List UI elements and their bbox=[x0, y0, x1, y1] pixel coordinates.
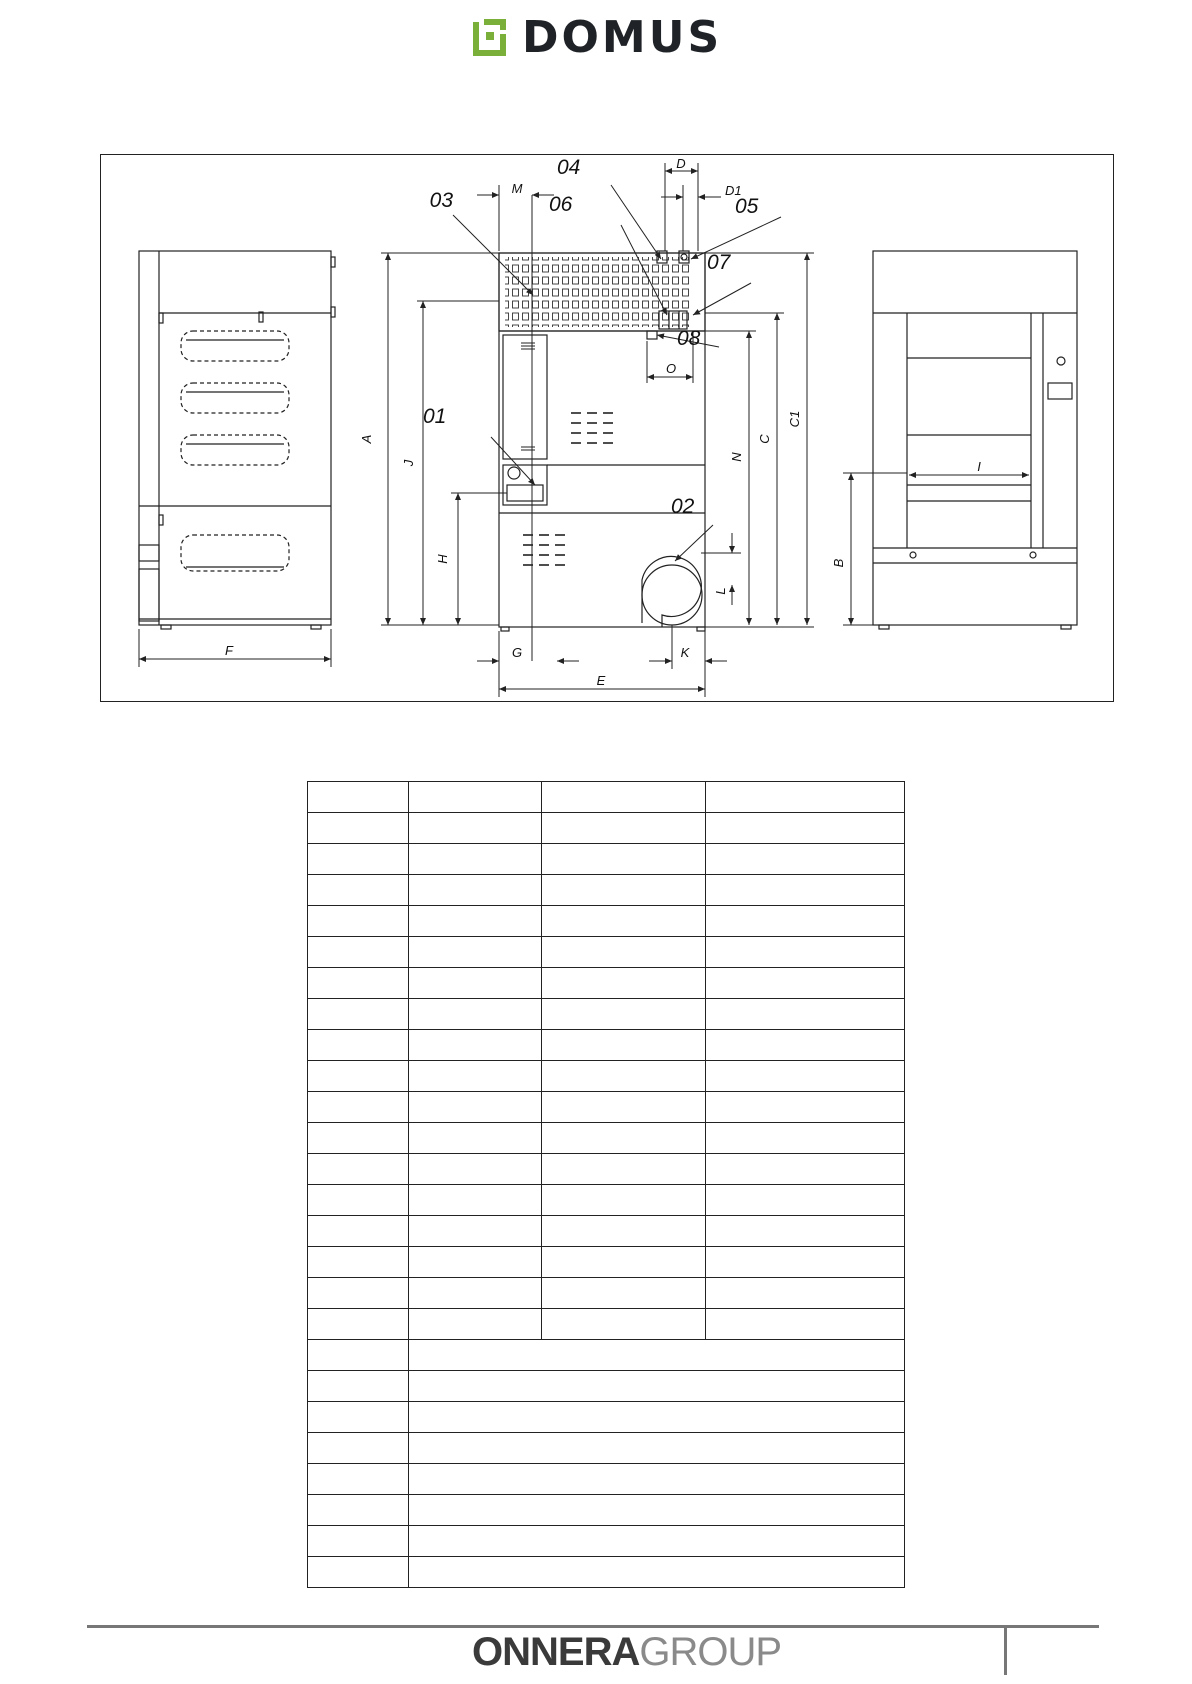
dim-label-l: L bbox=[713, 587, 728, 595]
table-cell bbox=[706, 937, 905, 968]
table-cell bbox=[308, 937, 409, 968]
table-cell bbox=[409, 782, 542, 813]
dim-label-c: C bbox=[757, 434, 772, 444]
table-cell bbox=[308, 1247, 409, 1278]
table-cell bbox=[308, 813, 409, 844]
part-label-03: 03 bbox=[429, 189, 453, 212]
dim-label-j: J bbox=[401, 459, 416, 467]
table-cell bbox=[706, 1061, 905, 1092]
table-cell bbox=[542, 1030, 706, 1061]
table-cell bbox=[409, 937, 542, 968]
table-row bbox=[308, 1216, 905, 1247]
table-row bbox=[308, 1185, 905, 1216]
dim-label-n: N bbox=[729, 452, 744, 462]
table-cell bbox=[409, 1061, 542, 1092]
dim-label-o: O bbox=[665, 361, 677, 376]
table-cell-wide bbox=[409, 1495, 905, 1526]
table-cell-wide bbox=[409, 1557, 905, 1588]
table-cell bbox=[542, 1247, 706, 1278]
dim-label-e: E bbox=[596, 673, 606, 688]
dim-label-h: H bbox=[435, 554, 450, 564]
table-cell bbox=[542, 906, 706, 937]
part-label-02: 02 bbox=[671, 495, 695, 518]
table-cell bbox=[308, 1216, 409, 1247]
table-row bbox=[308, 999, 905, 1030]
footer-brand-light: GROUP bbox=[639, 1630, 782, 1674]
table-cell bbox=[308, 1061, 409, 1092]
table-cell bbox=[409, 1154, 542, 1185]
table-cell bbox=[542, 813, 706, 844]
table-row bbox=[308, 1092, 905, 1123]
table-cell bbox=[409, 906, 542, 937]
table-cell bbox=[542, 1154, 706, 1185]
domus-logo bbox=[470, 12, 723, 63]
table-cell bbox=[409, 1030, 542, 1061]
table-cell bbox=[542, 1092, 706, 1123]
table-cell bbox=[409, 1092, 542, 1123]
table-cell-wide bbox=[409, 1340, 905, 1371]
table-cell bbox=[706, 1154, 905, 1185]
table-cell bbox=[308, 1464, 409, 1495]
table-cell bbox=[308, 1557, 409, 1588]
table-cell-wide bbox=[409, 1371, 905, 1402]
table-cell bbox=[409, 1309, 542, 1340]
domus-logo-icon bbox=[470, 16, 510, 60]
dim-label-f: F bbox=[225, 643, 233, 658]
table-cell bbox=[706, 1247, 905, 1278]
table-cell bbox=[706, 813, 905, 844]
table-cell bbox=[706, 1309, 905, 1340]
table-row bbox=[308, 1061, 905, 1092]
table-row bbox=[308, 844, 905, 875]
table-cell bbox=[542, 1123, 706, 1154]
table-cell bbox=[409, 1278, 542, 1309]
table-cell bbox=[706, 782, 905, 813]
table-cell bbox=[409, 875, 542, 906]
table-cell bbox=[706, 1030, 905, 1061]
table-cell bbox=[308, 1154, 409, 1185]
table-cell bbox=[542, 1061, 706, 1092]
table-cell-wide bbox=[409, 1464, 905, 1495]
brand-name: DOMUS bbox=[522, 12, 723, 63]
table-cell bbox=[308, 1278, 409, 1309]
side-view-left bbox=[139, 251, 335, 629]
table-cell bbox=[308, 1030, 409, 1061]
table-cell bbox=[409, 1216, 542, 1247]
table-cell bbox=[409, 844, 542, 875]
table-cell bbox=[308, 968, 409, 999]
table-cell bbox=[542, 968, 706, 999]
table-cell bbox=[308, 1340, 409, 1371]
table-cell bbox=[308, 1309, 409, 1340]
table-row bbox=[308, 1030, 905, 1061]
table-cell bbox=[308, 875, 409, 906]
table-cell bbox=[542, 844, 706, 875]
table-cell bbox=[409, 1123, 542, 1154]
table-row bbox=[308, 1278, 905, 1309]
table-cell bbox=[542, 782, 706, 813]
table-cell bbox=[308, 1123, 409, 1154]
table-row bbox=[308, 968, 905, 999]
dim-label-g: G bbox=[511, 645, 523, 660]
table-row bbox=[308, 813, 905, 844]
table-cell bbox=[308, 1185, 409, 1216]
spec-table-body bbox=[308, 782, 905, 1588]
technical-drawing bbox=[100, 154, 1114, 702]
table-row bbox=[308, 937, 905, 968]
leader-lines bbox=[453, 185, 781, 561]
part-label-04: 04 bbox=[557, 156, 581, 179]
table-row bbox=[308, 1371, 905, 1402]
table-row bbox=[308, 1247, 905, 1278]
table-cell bbox=[308, 906, 409, 937]
dim-label-i: I bbox=[977, 459, 981, 474]
part-label-05: 05 bbox=[735, 195, 759, 218]
dim-label-k: K bbox=[680, 645, 690, 660]
dim-label-c1: C1 bbox=[787, 410, 802, 428]
table-cell bbox=[308, 1092, 409, 1123]
footer-page-divider bbox=[1004, 1625, 1007, 1675]
table-cell bbox=[308, 782, 409, 813]
dim-label-b: B bbox=[831, 558, 846, 568]
table-cell bbox=[409, 1185, 542, 1216]
table-cell bbox=[542, 1278, 706, 1309]
table-row bbox=[308, 1309, 905, 1340]
table-cell-wide bbox=[409, 1433, 905, 1464]
part-label-06: 06 bbox=[549, 193, 573, 216]
part-label-01: 01 bbox=[423, 405, 447, 428]
table-cell bbox=[706, 844, 905, 875]
table-cell bbox=[706, 1123, 905, 1154]
front-view-right bbox=[873, 251, 1077, 629]
table-cell bbox=[308, 1433, 409, 1464]
table-cell bbox=[706, 1216, 905, 1247]
table-cell bbox=[542, 875, 706, 906]
dim-label-d1: D1 bbox=[725, 183, 742, 198]
table-cell bbox=[409, 999, 542, 1030]
table-cell bbox=[706, 906, 905, 937]
table-cell bbox=[308, 1371, 409, 1402]
table-cell bbox=[706, 968, 905, 999]
table-row bbox=[308, 875, 905, 906]
table-row bbox=[308, 1340, 905, 1371]
table-cell bbox=[308, 1495, 409, 1526]
part-label-08: 08 bbox=[677, 327, 701, 350]
table-cell bbox=[542, 937, 706, 968]
table-cell bbox=[706, 999, 905, 1030]
table-row bbox=[308, 1402, 905, 1433]
table-cell bbox=[706, 1278, 905, 1309]
table-row bbox=[308, 782, 905, 813]
table-cell bbox=[706, 1185, 905, 1216]
table-cell bbox=[308, 844, 409, 875]
dim-label-m: M bbox=[511, 181, 523, 196]
table-cell-wide bbox=[409, 1402, 905, 1433]
table-row bbox=[308, 1464, 905, 1495]
table-cell-wide bbox=[409, 1526, 905, 1557]
table-cell bbox=[706, 875, 905, 906]
dim-label-d: D bbox=[676, 156, 686, 171]
table-cell bbox=[542, 999, 706, 1030]
front-view bbox=[499, 251, 705, 631]
table-cell bbox=[308, 1402, 409, 1433]
table-cell bbox=[542, 1216, 706, 1247]
dimension-lines bbox=[139, 163, 1029, 697]
table-row bbox=[308, 1154, 905, 1185]
table-row bbox=[308, 1123, 905, 1154]
onnera-group-logo bbox=[472, 1628, 781, 1676]
footer-brand-bold: ONNERA bbox=[472, 1630, 640, 1674]
dim-label-a: A bbox=[359, 434, 374, 444]
table-row bbox=[308, 1495, 905, 1526]
part-label-07: 07 bbox=[707, 251, 731, 274]
table-row bbox=[308, 1526, 905, 1557]
table-cell bbox=[409, 1247, 542, 1278]
table-row bbox=[308, 906, 905, 937]
table-cell bbox=[308, 999, 409, 1030]
table-cell bbox=[542, 1185, 706, 1216]
table-cell bbox=[308, 1526, 409, 1557]
table-cell bbox=[706, 1092, 905, 1123]
table-cell bbox=[409, 813, 542, 844]
specification-table bbox=[307, 781, 905, 1588]
table-row bbox=[308, 1557, 905, 1588]
table-row bbox=[308, 1433, 905, 1464]
table-cell bbox=[542, 1309, 706, 1340]
table-cell bbox=[409, 968, 542, 999]
